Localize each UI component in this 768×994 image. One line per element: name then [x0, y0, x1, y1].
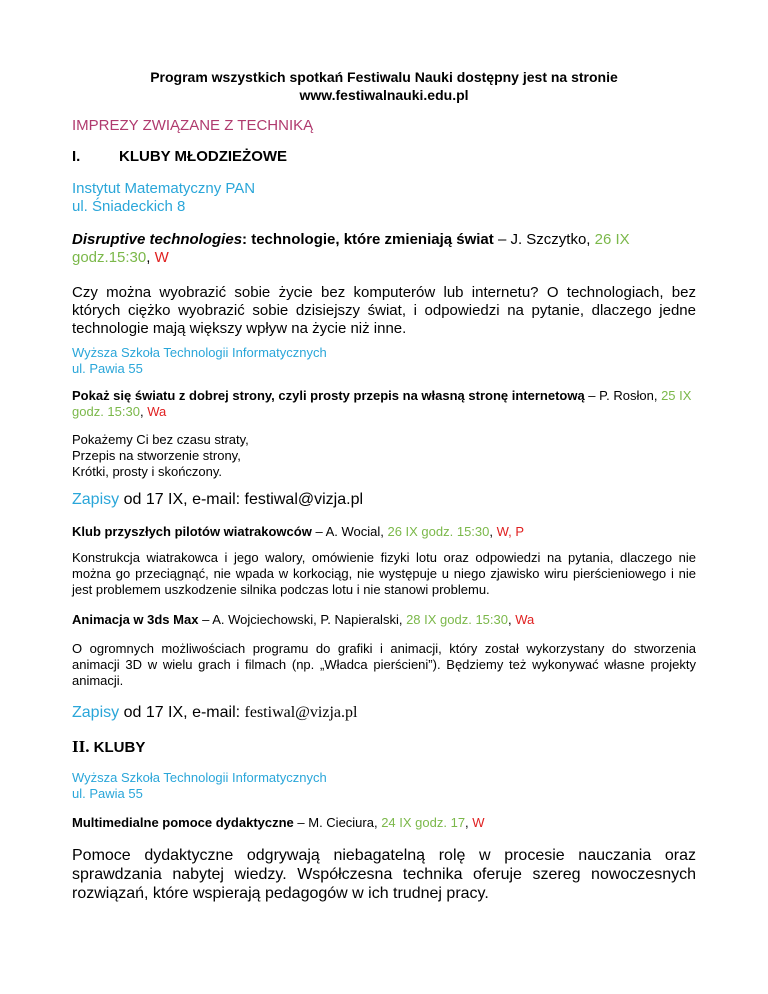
category-heading: IMPREZY ZWIĄZANE Z TECHNIKĄ	[72, 117, 314, 134]
institution-3	[72, 770, 327, 802]
registration-2-label: Zapisy	[72, 704, 120, 721]
registration-2-text: od 17 IX, e-mail:	[119, 704, 245, 721]
institution-3-name: Wyższa Szkoła Technologii Informatycznych	[72, 770, 327, 785]
event-3-author: – A. Wocial,	[311, 524, 388, 539]
section-2-number: II.	[72, 737, 90, 756]
section-2-heading	[72, 738, 145, 757]
event-2-title: Pokaż się światu z dobrej strony, czyli prosty przepis na własną stronę internetową	[72, 388, 585, 403]
section-1-title: KLUBY MŁODZIEŻOWE	[119, 148, 288, 165]
event-4-type: Wa	[515, 612, 535, 627]
event-2-poem-line-3: Krótki, prosty i skończony.	[72, 464, 223, 479]
event-5-separator: ,	[465, 815, 473, 830]
event-5-title: Multimedialne pomoce dydaktyczne	[72, 815, 294, 830]
event-2-date: 25 IX godz. 15:30	[72, 388, 692, 419]
event-3-date: 26 IX godz. 15:30	[387, 524, 490, 539]
registration-2-email: festiwal@vizja.pl	[244, 704, 358, 721]
event-1-description: Czy można wyobrazić sobie życie bez komputerów lub internetu? O technologiach, bez których ciężko wyobrazić sobie dzisiejszy świat, i odpowiedzi na pytanie, dlaczego jedne technologie mają większy wpływ na życie niż inne.	[72, 284, 696, 337]
event-4-author: – A. Wojciechowski, P. Napieralski,	[198, 612, 407, 627]
section-2-title: KLUBY	[93, 739, 146, 756]
institution-2-name: Wyższa Szkoła Technologii Informatycznych	[72, 345, 327, 360]
section-1-number: I.	[72, 148, 81, 165]
event-3-description: Konstrukcja wiatrakowca i jego walory, omówienie fizyki lotu oraz odpowiedzi na pytania, dlaczego nie można go przeciągnąć, nie wpada w korkociąg, nie występuje u niego zjawisko wiru pierścieniowego i nie jest problemem uszkodzenie silnika podczas lotu i nie stanowi problemu.	[72, 550, 696, 597]
institution-1	[72, 180, 255, 216]
event-1-type: W	[154, 249, 169, 266]
event-3-title: Klub przyszłych pilotów wiatrakowców	[72, 524, 312, 539]
header-line-1: Program wszystkich spotkań Festiwalu Nauki dostępny jest na stronie	[150, 69, 618, 85]
event-1-title-line	[72, 231, 696, 267]
event-2-separator: ,	[139, 404, 148, 419]
event-4-separator: ,	[507, 612, 516, 627]
event-3-separator: ,	[489, 524, 497, 539]
event-3-type: W, P	[496, 524, 525, 539]
event-2-type: Wa	[147, 404, 167, 419]
institution-2-address: ul. Pawia 55	[72, 361, 143, 376]
event-5-date: 24 IX godz. 17	[381, 815, 466, 830]
event-1-author: – J. Szczytko,	[493, 231, 595, 248]
event-2-poem	[72, 432, 249, 480]
institution-1-name: Instytut Matematyczny PAN	[72, 180, 256, 197]
event-3-title-line	[72, 524, 696, 540]
event-4-title: Animacja w 3ds Max	[72, 612, 199, 627]
event-1-separator: ,	[146, 249, 155, 266]
event-2-poem-line-1: Pokażemy Ci bez czasu straty,	[72, 432, 249, 447]
registration-2	[72, 703, 357, 722]
event-1-date: 26 IX godz.15:30	[72, 231, 630, 266]
event-1-title: : technologie, które zmieniają świat	[242, 231, 494, 248]
institution-1-address: ul. Śniadeckich 8	[72, 198, 186, 215]
registration-1-text: od 17 IX, e-mail: festiwal@vizja.pl	[119, 491, 364, 508]
event-5-author: – M. Cieciura,	[293, 815, 382, 830]
institution-2	[72, 345, 327, 377]
event-5-description: Pomoce dydaktyczne odgrywają niebagatelną rolę w procesie nauczania oraz sprawdzania nabytej wiedzy. Współczesna technika oferuje szereg nowoczesnych rozwiązań, które wspierają pedagogów w ich trudnej pracy.	[72, 847, 696, 902]
event-2-title-line	[72, 388, 696, 420]
event-4-title-line	[72, 612, 696, 628]
header	[72, 68, 696, 104]
event-2-poem-line-2: Przepis na stworzenie strony,	[72, 448, 241, 463]
registration-1	[72, 490, 363, 509]
header-url: www.festiwalnauki.edu.pl	[299, 87, 469, 103]
event-1-title-italic: Disruptive technologies	[72, 231, 243, 248]
section-1-heading	[72, 148, 696, 166]
event-5-type: W	[472, 815, 485, 830]
institution-3-address: ul. Pawia 55	[72, 786, 143, 801]
event-2-author: – P. Rosłon,	[584, 388, 662, 403]
registration-1-label: Zapisy	[72, 491, 120, 508]
event-5-title-line	[72, 815, 696, 831]
event-4-description: O ogromnych możliwościach programu do grafiki i animacji, który został wykorzystany do stworzenia animacji 3D w wielu grach i filmach (np. „Władca pierścieni”). Będziemy też wykonywać własne projekty animacji.	[72, 641, 696, 688]
event-4-date: 28 IX godz. 15:30	[406, 612, 508, 627]
